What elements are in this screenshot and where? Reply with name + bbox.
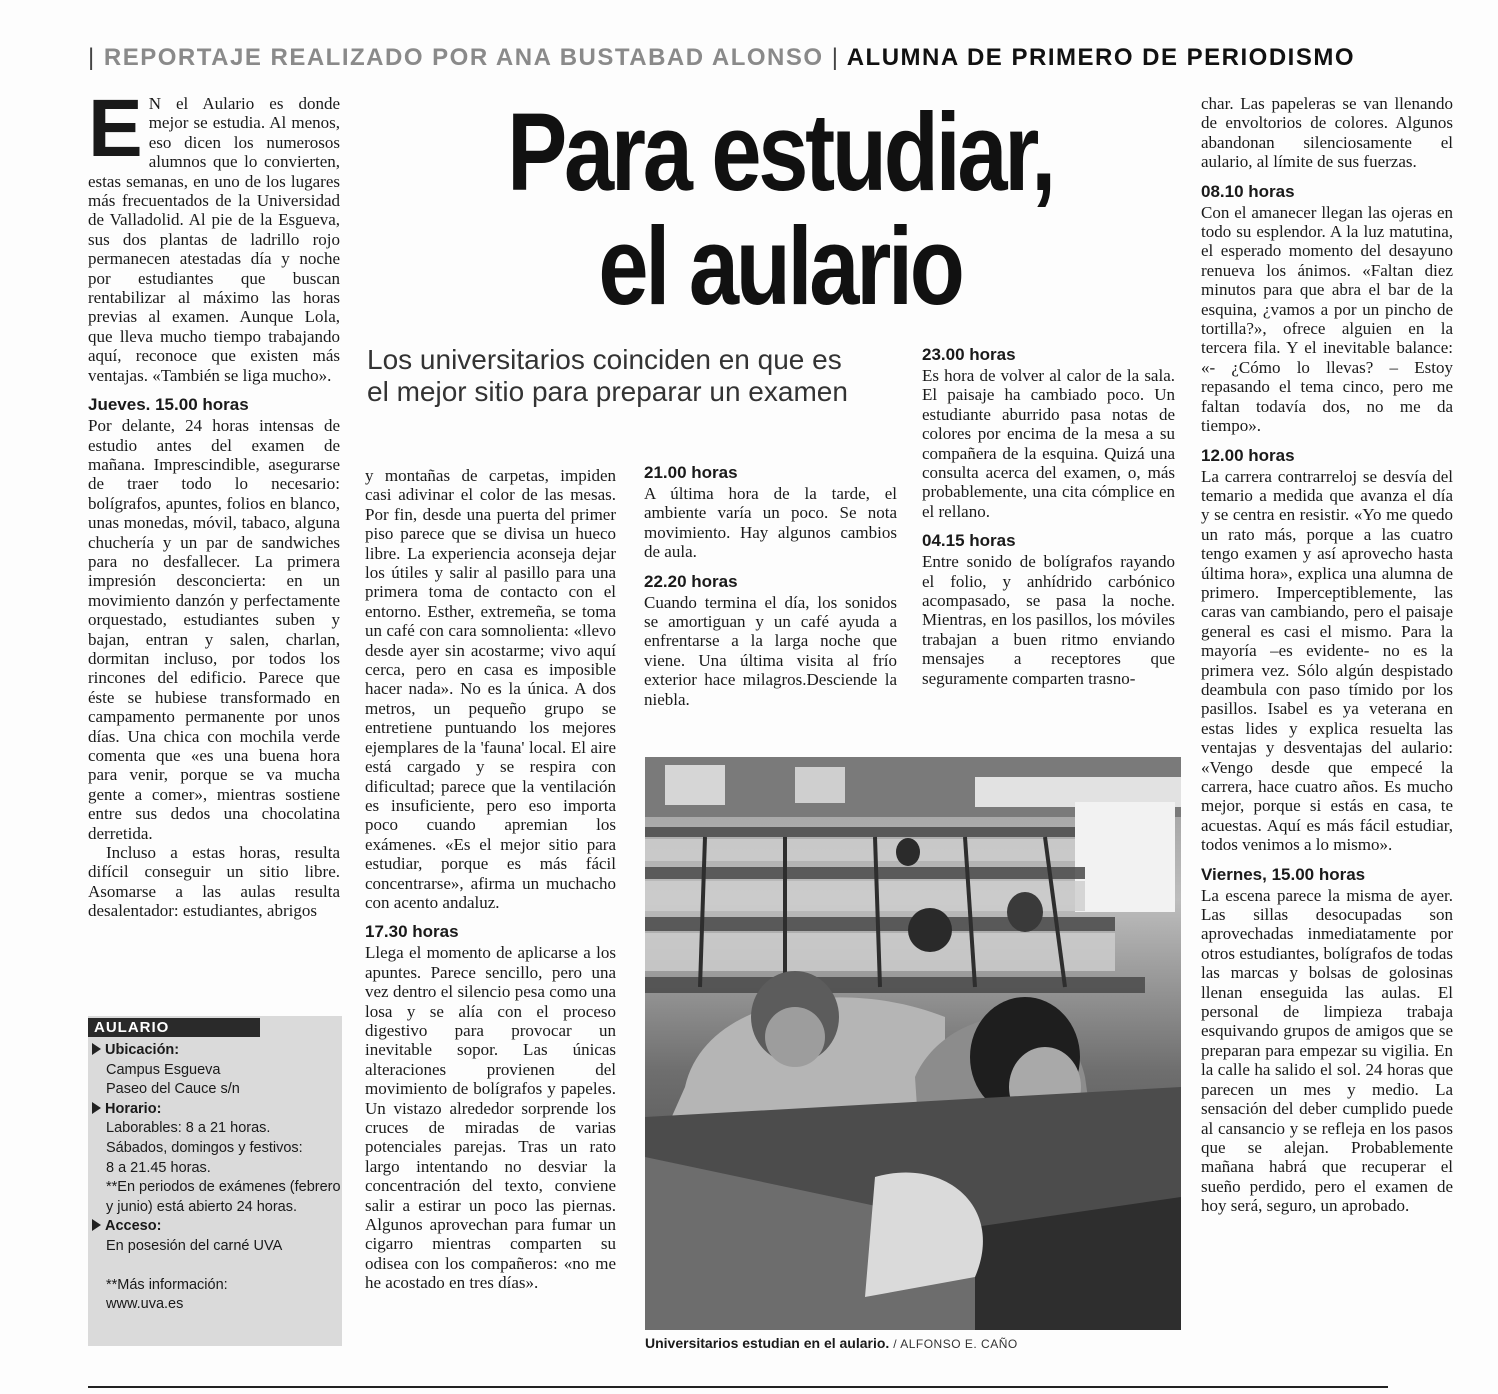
drop-cap: E [88, 83, 143, 174]
headline [440, 91, 1121, 328]
section-heading: 22.20 horas [644, 571, 738, 591]
body-paragraph: Entre sonido de bolígrafos rayando el folio, y anhídrido carbónico acompasado, se pasa la noche. Mientras, en los pasillos, los móviles trabajan a buen ritmo enviando mensajes a receptores que seguramente comparten trasno- [922, 552, 1175, 688]
info-more-url: www.uva.es [106, 1296, 184, 1313]
body-paragraph: Con el amanecer llegan las ojeras en todo su esplendor. A la luz matutina, el esperado momento del desayuno renueva los ánimos. «Faltan diez minutos para que abra el bar de la esquina, ¿vamos a por un pincho de tortilla?», ofrece alguien en la tercera fila. Y el inevitable balance: «- ¿Cómo lo llevas? – Estoy repasando el tema cinco, pero me faltan todavía dos, no me da tiempo». [1201, 202, 1453, 436]
byline-author-role: ALUMNA DE PRIMERO DE PERIODISMO [846, 44, 1356, 71]
section-heading: 04.15 horas [922, 531, 1016, 551]
section-heading: 23.00 horas [922, 345, 1016, 364]
byline [88, 44, 1388, 76]
body-paragraph: A última hora de la tarde, el ambiente varía un poco. Se nota movimiento. Hay algunos cambios de aula. [644, 484, 897, 562]
info-label: Acceso: [105, 1218, 162, 1235]
byline-separator: | [831, 44, 840, 71]
study-hall-photo [645, 757, 1181, 1330]
intro-paragraph [88, 83, 340, 385]
info-box-title: AULARIO [88, 1018, 260, 1037]
info-label: Ubicación: [105, 1042, 180, 1058]
body-paragraph: Cuando termina el día, los sonidos se amortiguan y un café ayuda a enfrentarse a la larga noche que viene. Una última visita al frío exterior hace milagros.Desciende la niebla. [644, 592, 897, 709]
photo-credit: / ALFONSO E. CAÑO [893, 1337, 1018, 1351]
info-value: Sábados, domingos y festivos: [106, 1139, 303, 1156]
triangle-bullet-icon [92, 1219, 101, 1231]
section-heading: 17.30 horas [365, 922, 459, 942]
info-label: Horario: [105, 1100, 162, 1117]
section-heading: 12.00 horas [1201, 445, 1295, 465]
body-paragraph: char. Las papeleras se van llenando de envoltorios de colores. Algunos abandonan silenciosamente el aulario, al límite de sus fuerzas. [1201, 94, 1453, 172]
body-paragraph: La carrera contrarreloj se desvía del temario a medida que avanza el día y se centra en resistir. «Yo me quedo un rato más, porque a las cuatro tengo examen y así aprovecho hasta última hora», explica una alumna de primero. Imperceptiblemente, las caras van cambiando, pero el paisaje general es casi el mismo. Para la mayoría –es evidente- no es la primera vez. Sólo algún despistado deambula con paso tímido por los pasillos. Isabel es ya veterana en estas lides y explica resuelta las ventajas y desventajas del aulario: «Vengo desde que empecé la carrera, hace cuatro años. Es mucho mejor, porque si estás en casa, te acuestas. Aquí es más fácil estudiar, todos venimos a lo mismo». [1201, 466, 1453, 855]
article-column-3 [644, 463, 897, 709]
subheadline-line: Los universitarios coinciden en que es [367, 344, 842, 375]
triangle-bullet-icon [92, 1043, 101, 1055]
headline-line: el aulario [598, 205, 962, 328]
bottom-divider [88, 1386, 1388, 1388]
section-heading: Jueves. 15.00 horas [88, 395, 249, 415]
info-box [88, 1016, 342, 1346]
intro-text: N el Aulario es donde mejor se estudia. Al menos, eso dicen los numerosos alumnos que lo convierten, estas semanas, en uno de los lugares más frecuentados de la Universidad de Valladolid. Al pie de la Esgueva, sus dos plantas de ladrillo rojo permanecen atestadas día y noche por estudiantes que buscan rentabilizar al máximo las horas previas al examen. Aunque Lola, que lleva mucho tiempo trabajando aquí, reconoce que existen más ventajas. «También se liga mucho». [88, 94, 340, 385]
info-value: Laborables: 8 a 21 horas. [106, 1120, 271, 1137]
body-paragraph: Incluso a estas horas, resulta difícil conseguir un sitio libre. Asomarse a las aulas resulta desalentador: estudiantes, abrigos [88, 843, 340, 921]
byline-separator: | [88, 44, 96, 71]
section-heading: 21.00 horas [644, 463, 738, 482]
info-value: 8 a 21.45 horas. [106, 1159, 211, 1176]
byline-author: REPORTAJE REALIZADO POR ANA BUSTABAD ALONSO [103, 44, 824, 71]
info-value: En posesión del carné UVA [106, 1237, 283, 1254]
info-more-label: **Más información: [106, 1276, 228, 1293]
info-box-content [88, 1037, 342, 1315]
article-column-4 [922, 345, 1175, 688]
info-value: Paseo del Cauce s/n [106, 1081, 240, 1098]
subheadline-line: el mejor sitio para preparar un examen [367, 376, 848, 407]
body-paragraph: Llega el momento de aplicarse a los apuntes. Parece sencillo, pero una vez dentro el silencio pesa como una losa y se alía con el proceso digestivo para provocar un inevitable sopor. Las únicas alteraciones provienen del movimiento de bolígrafos y papeles. Un vistazo alrededor sorprende los cruces de miradas de varias potenciales parejas. Tras un rato largo intentando no desviar la concentración del texto, conviene salir a estirar un poco las piernas. Algunos aprovechan para fumar un cigarro mientras comparten su odisea con los compañeros: «no me he acostado en tres días». [365, 943, 616, 1293]
section-heading: Viernes, 15.00 horas [1201, 864, 1366, 884]
article-column-5 [1201, 94, 1453, 1216]
caption-text: Universitarios estudian en el aulario. [645, 1335, 890, 1351]
info-value: Campus Esgueva [106, 1061, 221, 1078]
article-column-1 [88, 83, 340, 921]
triangle-bullet-icon [92, 1102, 101, 1114]
section-heading: 08.10 horas [1201, 181, 1295, 201]
news-photo [645, 757, 1181, 1330]
info-value: **En periodos de exámenes (febrero y junio) está abierto 24 horas. [106, 1179, 341, 1215]
headline-line: Para estudiar, [507, 91, 1053, 214]
body-paragraph: Por delante, 24 horas intensas de estudio antes del examen de mañana. Imprescindible, asegurarse de traer todo lo necesario: bolígrafos, apuntes, folios en blanco, unas monedas, móvil, tabaco, alguna chuchería y un par de sandwiches para no desfallecer. La primera impresión desconcierta: en un movimiento danzón y perfectamente orquestado, estudiantes suben y bajan, entran y salen, charlan, dormitan incluso, por todos los rincones del edificio. Parece que éste se hubiese transformado en campamento permanente por unos días. Una chica con mochila verde comenta que «es una buena hora para venir, porque se va mucha gente a comer», mientras sostiene entre sus dedos una chocolatina derretida. [88, 416, 340, 843]
subheadline [367, 344, 897, 408]
photo-caption [645, 1335, 1185, 1351]
article-column-2 [365, 466, 616, 1293]
body-paragraph: La escena parece la misma de ayer. Las sillas desocupadas son aprovechadas inmediatamente por otros estudiantes, bolígrafos de todas las marcas y bolsas de golosinas llenan enseguida las aulas. El personal de limpieza trabaja esquivando grupos de amigos que se preparan para empezar su vigilia. En la calle ha salido el sol. 24 horas que parecen un mes y medio. La sensación del deber cumplido puede al cansancio y se refleja en los pasos que se alejan. Probablemente mañana habrá que recuperar el sueño perdido, pero el examen de hoy será, seguro, un aprobado. [1201, 885, 1453, 1216]
body-paragraph: Es hora de volver al calor de la sala. El paisaje ha cambiado poco. Un estudiante aburrido pasa notas de colores por encima de la mesa a su compañera de la esquina. Quizá una consulta acerca del examen, o, más probablemente, una cita cómplice en el rellano. [922, 366, 1175, 521]
body-paragraph: y montañas de carpetas, impiden casi adivinar el color de las mesas. Por fin, desde una puerta del primer piso parece que se divisa un hueco libre. La experiencia aconseja dejar los útiles y salir al pasillo para una primera toma de contacto con el entorno. Esther, extremeña, se toma un café con cara somnolienta: «llevo desde ayer sin acostarme; vivo aquí cerca, pero en casa es imposible hacer nada». No es la única. A dos metros, un pequeño grupo se entretiene puntuando los mejores ejemplares de la 'fauna' local. El aire está cargado y se respira con dificultad; parece que la ventilación es insuficiente, pero eso importa poco cuando apremian los exámenes. «Es el mejor sitio para estudiar, porque es más fácil concentrarse», afirma un muchacho con acento andaluz. [365, 466, 616, 912]
